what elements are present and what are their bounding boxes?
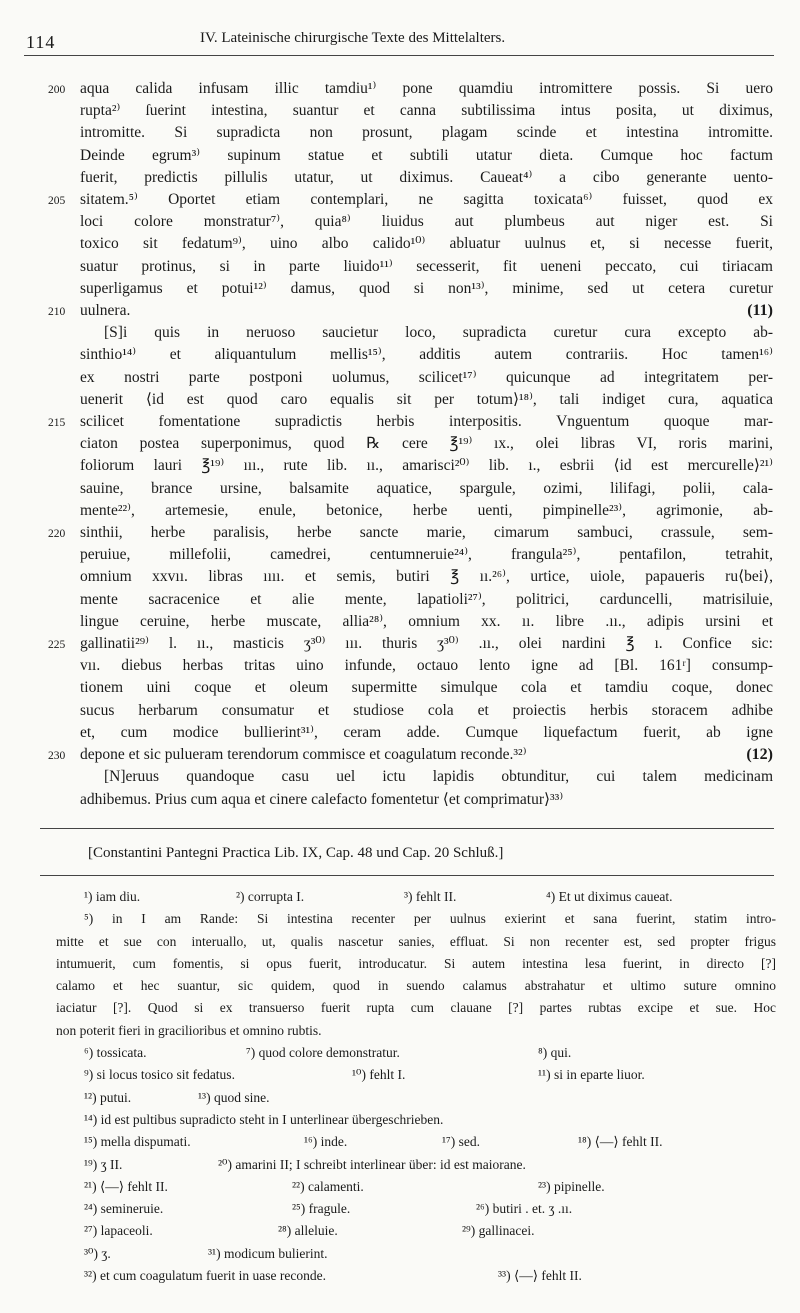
footnote: ³¹) modicum bulierint. — [208, 1245, 328, 1261]
footnote-row — [56, 1243, 776, 1265]
text-line — [48, 189, 773, 211]
text-line — [48, 256, 773, 278]
footnote: ¹⁴) id est pultibus supradicto steht in I unterlinear übergeschrieben. — [84, 1111, 444, 1127]
line-text: sinthii, herbe paralisis, herbe sancte marie, cimarum sambuci, crassule, sem- — [80, 524, 773, 542]
footnote: ¹) iam diu. — [84, 889, 141, 904]
text-line — [48, 611, 773, 633]
source-note: [Constantini Pantegni Practica Lib. IX, Cap. 48 und Cap. 20 Schluß.] — [88, 845, 504, 861]
line-text: et, cum modice bullierint³¹⁾, ceram adde. Cumque liquefactum fuerit, ab igne — [80, 723, 773, 741]
footnote-row — [56, 1220, 776, 1242]
text-line — [48, 145, 773, 167]
text-line — [48, 344, 773, 366]
text-line — [48, 322, 773, 344]
line-text: ciaton postea superponimus, quod ℞ cere ℥¹⁹⁾ ıx., olei libras VI, roris marini, — [80, 435, 773, 453]
text-line — [48, 300, 773, 322]
line-text: vıı. diebus herbas tritas uino infunde, octauo lento igne ad [Bl. 161ʳ] consump- — [80, 657, 773, 675]
footnote-row — [56, 1064, 776, 1086]
text-line — [48, 566, 773, 588]
footnote: ⁷) quod colore demonstratur. — [246, 1045, 400, 1061]
text-line — [48, 233, 773, 255]
footnote-rule — [40, 875, 774, 876]
footnote: ²¹) ⟨—⟩ fehlt II. — [84, 1178, 168, 1194]
footnote-row — [56, 1176, 776, 1198]
line-text: sinthio¹⁴⁾ et aliquantulum mellis¹⁵⁾, additis autem contrariis. Hoc tamen¹⁶⁾ — [80, 346, 773, 364]
footnote-row — [56, 1087, 776, 1109]
line-text: loci colore monstratur⁷⁾, quia⁸⁾ liuidus aut plumbeus aut niger est. Si — [80, 213, 773, 231]
text-line — [48, 78, 773, 100]
footnote: ¹²) putui. — [84, 1089, 132, 1105]
text-line — [48, 122, 773, 144]
main-text — [48, 78, 773, 811]
footnote-row — [56, 1265, 776, 1287]
line-text: gallinatii²⁹⁾ l. ıı., masticis ʒ³⁰⁾ ııı. thuris ʒ³⁰⁾ .ıı., olei nardini ℥ ı. Confice sic: — [80, 635, 773, 653]
line-text: aqua calida infusam illic tamdiu¹⁾ pone quamdiu intromittere possis. Si uero — [80, 80, 773, 97]
footnote-row — [56, 886, 776, 908]
line-text: fuerit, predictis pillulis utatur, ut diximus. Caueat⁴⁾ a cibo generante uento- — [80, 168, 773, 186]
line-text: uulnera. — [80, 302, 131, 320]
footnote: ⁸) qui. — [538, 1045, 572, 1061]
divider-rule — [40, 828, 774, 829]
footnote: ¹⁰) fehlt I. — [352, 1067, 406, 1083]
footnote-row — [56, 1131, 776, 1153]
text-line — [48, 633, 773, 655]
line-text: Deinde egrum³⁾ supinum statue et subtili utatur dieta. Cumque hoc factum — [80, 146, 773, 164]
footnote: ³) fehlt II. — [404, 889, 457, 904]
footnote-line: intumuerit, cum fomentis, si opus fuerit, introducatur. Si autem intestina lesa fuerint, in directo [?] — [56, 955, 776, 971]
line-text: sucus herbarum consumatur et studiose cola et proiectis herbis storacem adhibe — [80, 701, 773, 719]
footnote: ¹⁸) ⟨—⟩ fehlt II. — [578, 1134, 663, 1150]
footnote-line: iaciatur [?]. Quod si ex transuerso fuerit rupta cum clauane [?] partes rubtas excipe et sue. Hoc — [56, 1000, 776, 1016]
footnote-line: non poterit fieri in gracilioribus et omnino rubtis. — [56, 1022, 322, 1038]
line-number: 220 — [48, 528, 66, 541]
line-text: rupta²⁾ ſuerint intestina, suantur et canna subtilissima intus posita, ut diximus, — [80, 102, 773, 120]
text-line — [48, 455, 773, 477]
line-number: 200 — [48, 84, 66, 96]
line-text: tionem uini coque et oleum supermitte simulque cola et tamdiu coque, donec — [80, 679, 773, 697]
line-text: uenerit ⟨id est quod caro equalis sit per totum⟩¹⁸⁾, tali indiget cura, aquatica — [80, 390, 773, 408]
line-text: peruiue, millefolii, camedrei, centumneruie²⁴⁾, frangula²⁵⁾, pentafilon, tetrahit, — [80, 546, 773, 564]
line-text: toxico sit fedatum⁹⁾, uino albo calido¹⁰⁾ abluatur uulnus et, si necesse fuerit, — [80, 235, 773, 253]
line-text: mente sacracenice et alie mente, lapatioli²⁷⁾, politrici, carduncelli, matrisiluie, — [80, 590, 773, 608]
text-line — [48, 766, 773, 788]
text-line — [48, 389, 773, 411]
text-line — [48, 367, 773, 389]
text-line — [48, 167, 773, 189]
footnote: ¹⁶) inde. — [304, 1134, 348, 1150]
line-text: depone et sic pulueram terendorum commisce et coagulatum reconde.³²⁾ — [80, 746, 527, 764]
line-text: [N]eruus quandoque casu uel ictu lapidis obtunditur, cui talem medicinam — [104, 768, 773, 786]
footnote-line: mitte et sue con interuallo, ut, qualis nascetur sanies, effluat. Si non recenter est, sed propter frigus — [56, 933, 776, 949]
line-number: 230 — [48, 750, 66, 763]
footnote-line: ⁵) in I am Rande: Si intestina recenter per uulnus exierint et sana fuerint, statim intro- — [84, 911, 776, 927]
footnote-row — [56, 1042, 776, 1064]
footnote-row — [56, 1198, 776, 1220]
footnote: ⁹) si locus tosico sit fedatus. — [84, 1067, 235, 1083]
text-line — [48, 278, 773, 300]
line-text: sitatem.⁵⁾ Oportet etiam contemplari, ne sagitta toxicata⁶⁾ fuisset, quod ex — [80, 191, 773, 209]
footnote: ²²) calamenti. — [292, 1178, 364, 1194]
footnote-row — [56, 1154, 776, 1176]
line-text: lingue ceruine, herbe muscate, allia²⁸⁾, omnium xx. ıı. libre .ıı., adipis ursini et — [80, 612, 773, 630]
line-number: 210 — [48, 306, 66, 319]
footnote: ³³) ⟨—⟩ fehlt II. — [498, 1268, 582, 1284]
line-text: scilicet fomentatione supradictis herbis interpositis. Vnguentum quoque mar- — [80, 413, 773, 431]
line-number: 215 — [48, 417, 66, 430]
header-rule — [24, 55, 774, 56]
line-text: foliorum lauri ℥¹⁹⁾ ııı., rute lib. ıı., amarisci²⁰⁾ lib. ı., esbrii ⟨id est mercurelle⟩²¹⁾ — [80, 457, 773, 475]
text-line — [48, 211, 773, 233]
footnote: ²⁰) amarini II; I schreibt interlinear über: id est maiorane. — [218, 1156, 526, 1172]
text-line — [48, 744, 773, 766]
footnote: ²) corrupta I. — [236, 889, 305, 904]
footnote-line: calamo et hec suantur, sic quidem, quod in suendo calamus abstrahatur et ultimo suture omnino — [56, 978, 776, 994]
footnote: ¹⁵) mella dispumati. — [84, 1134, 191, 1150]
footnote: ²³) pipinelle. — [538, 1178, 605, 1194]
footnotes — [56, 886, 776, 1287]
line-text: suatur protinus, si in parte liuido¹¹⁾ secesserit, fit ueneni peccato, cui tiriacam — [80, 257, 773, 275]
footnote: ³⁰) ʒ. — [84, 1245, 111, 1261]
line-number: 225 — [48, 639, 66, 652]
text-line — [48, 722, 773, 744]
page-number: 114 — [26, 32, 56, 52]
line-text: sauine, brance ursine, balsamite aquatice, spargule, ozimi, lilifagi, polii, cala- — [80, 479, 773, 497]
text-line — [48, 100, 773, 122]
text-line — [48, 478, 773, 500]
footnote: ²⁹) gallinacei. — [462, 1223, 535, 1239]
footnote: ²⁴) semineruie. — [84, 1201, 164, 1217]
text-line — [48, 589, 773, 611]
footnote-row — [56, 1109, 776, 1131]
line-text: intromitte. Si supradicta non prosunt, plagam scinde et intestina intromitte. — [80, 124, 773, 142]
text-line — [48, 700, 773, 722]
line-number: 205 — [48, 195, 66, 208]
footnote: ²⁷) lapaceoli. — [84, 1223, 153, 1239]
footnote: ⁴) Et ut diximus caueat. — [546, 889, 673, 904]
line-text: ex nostri parte postponi uolumus, scilicet¹⁷⁾ quicunque ad integritatem per- — [80, 368, 773, 386]
footnote: ¹¹) si in eparte liuor. — [538, 1067, 645, 1083]
line-text: omnium xxvıı. libras ıııı. et semis, butiri ℥ ıı.²⁶⁾, urtice, uiole, papaueris ru⟨bei⟩, — [80, 568, 773, 586]
line-text: [S]i quis in neruoso saucietur loco, supradicta curetur cura excepto ab- — [104, 324, 773, 342]
footnote: ²⁵) fragule. — [292, 1201, 351, 1217]
footnote: ²⁸) alleluie. — [278, 1223, 338, 1239]
text-line — [48, 677, 773, 699]
footnote: ¹⁷) sed. — [442, 1134, 480, 1150]
running-title: IV. Lateinische chirurgische Texte des Mittelalters. — [200, 30, 506, 46]
section-number: (12) — [746, 746, 773, 764]
footnote: ⁶) tossicata. — [84, 1045, 147, 1061]
section-number: (11) — [747, 302, 773, 320]
text-line — [48, 433, 773, 455]
footnote: ¹⁹) ʒ II. — [84, 1156, 123, 1172]
line-text: mente²²⁾, artemesie, enule, betonice, herbe uenti, pimpinelle²³⁾, agrimonie, ab- — [80, 501, 773, 519]
text-line — [48, 500, 773, 522]
text-line — [48, 789, 773, 811]
text-line — [48, 544, 773, 566]
text-line — [48, 411, 773, 433]
line-text: adhibemus. Prius cum aqua et cinere calefacto fomentetur ⟨et comprimatur⟩³³⁾ — [80, 790, 564, 808]
footnote: ³²) et cum coagulatum fuerit in uase reconde. — [84, 1268, 326, 1284]
line-text: superligamus et potui¹²⁾ damus, quod si non¹³⁾, minime, sed ut cetera curetur — [80, 279, 773, 297]
footnote: ¹³) quod sine. — [198, 1089, 270, 1105]
text-line — [48, 522, 773, 544]
footnote: ²⁶) butiri . et. ʒ .ıı. — [476, 1201, 573, 1217]
text-line — [48, 655, 773, 677]
